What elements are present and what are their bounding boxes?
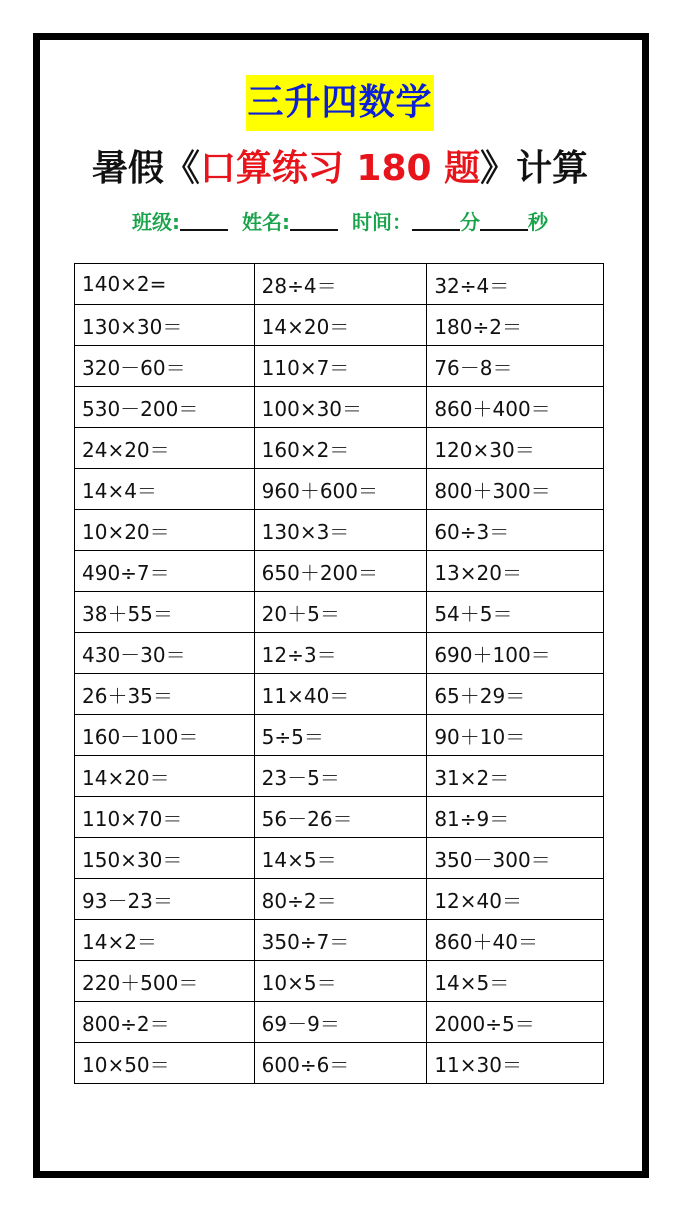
problem-cell: 110×7＝ <box>254 346 427 387</box>
problem-cell: 150×30＝ <box>75 838 255 879</box>
minute-label: 分 <box>460 210 480 234</box>
problem-row <box>75 305 604 346</box>
problem-cell: 69－9＝ <box>254 1002 427 1043</box>
problem-cell: 860＋40＝ <box>427 920 604 961</box>
problem-cell: 10×5＝ <box>254 961 427 1002</box>
problem-row <box>75 797 604 838</box>
problem-cell: 960＋600＝ <box>254 469 427 510</box>
problem-cell: 13×20＝ <box>427 551 604 592</box>
minutes-blank[interactable] <box>412 207 460 231</box>
problem-row <box>75 633 604 674</box>
problem-row <box>75 346 604 387</box>
class-blank[interactable] <box>180 207 228 231</box>
second-label: 秒 <box>528 210 548 234</box>
problem-cell: 160×2＝ <box>254 428 427 469</box>
problem-cell: 320－60＝ <box>75 346 255 387</box>
problem-row <box>75 469 604 510</box>
name-blank[interactable] <box>290 207 338 231</box>
problem-cell: 120×30＝ <box>427 428 604 469</box>
problem-cell: 100×30＝ <box>254 387 427 428</box>
problem-row <box>75 756 604 797</box>
problem-cell: 32÷4＝ <box>427 264 604 305</box>
problem-cell: 14×5＝ <box>427 961 604 1002</box>
problem-cell: 180÷2＝ <box>427 305 604 346</box>
problem-cell: 12÷3＝ <box>254 633 427 674</box>
problem-cell: 54＋5＝ <box>427 592 604 633</box>
problems-table <box>74 263 604 1084</box>
problem-cell: 11×40＝ <box>254 674 427 715</box>
student-info-line <box>0 205 680 239</box>
problem-cell: 81÷9＝ <box>427 797 604 838</box>
problem-cell: 80÷2＝ <box>254 879 427 920</box>
grade-label: 三升四数学 <box>246 75 434 131</box>
problem-row <box>75 592 604 633</box>
title-prefix: 暑假《 <box>91 148 200 189</box>
problem-row <box>75 387 604 428</box>
problem-cell: 14×20＝ <box>75 756 255 797</box>
seconds-blank[interactable] <box>480 207 528 231</box>
problem-cell: 14×20＝ <box>254 305 427 346</box>
problem-cell: 110×70＝ <box>75 797 255 838</box>
problem-cell: 65＋29＝ <box>427 674 604 715</box>
problem-cell: 90＋10＝ <box>427 715 604 756</box>
name-label: 姓名: <box>242 210 290 234</box>
problem-cell: 10×50＝ <box>75 1043 255 1084</box>
problem-cell: 530－200＝ <box>75 387 255 428</box>
problem-cell: 350－300＝ <box>427 838 604 879</box>
problem-row <box>75 510 604 551</box>
problem-cell: 5÷5＝ <box>254 715 427 756</box>
problem-cell: 860＋400＝ <box>427 387 604 428</box>
title-suffix: 》计算 <box>480 148 589 189</box>
problem-row <box>75 674 604 715</box>
problem-cell: 490÷7＝ <box>75 551 255 592</box>
problem-cell: 430－30＝ <box>75 633 255 674</box>
problem-cell: 23－5＝ <box>254 756 427 797</box>
problem-cell: 350÷7＝ <box>254 920 427 961</box>
problem-cell: 130×3＝ <box>254 510 427 551</box>
worksheet-title <box>0 142 680 196</box>
title-highlight: 口算练习 180 题 <box>199 148 481 189</box>
problem-row <box>75 961 604 1002</box>
problem-cell: 160－100＝ <box>75 715 255 756</box>
problem-cell: 76－8＝ <box>427 346 604 387</box>
time-label: 时间： <box>352 210 412 234</box>
class-label: 班级: <box>132 210 180 234</box>
problem-cell: 24×20＝ <box>75 428 255 469</box>
problem-cell: 130×30＝ <box>75 305 255 346</box>
problem-cell: 14×4＝ <box>75 469 255 510</box>
problem-cell: 600÷6＝ <box>254 1043 427 1084</box>
problem-cell: 28÷4＝ <box>254 264 427 305</box>
problem-row <box>75 920 604 961</box>
problem-row <box>75 1043 604 1084</box>
problem-cell: 12×40＝ <box>427 879 604 920</box>
problem-cell: 20＋5＝ <box>254 592 427 633</box>
problem-cell: 56－26＝ <box>254 797 427 838</box>
problem-cell: 10×20＝ <box>75 510 255 551</box>
problem-cell: 800＋300＝ <box>427 469 604 510</box>
problem-row <box>75 879 604 920</box>
problem-cell: 2000÷5＝ <box>427 1002 604 1043</box>
problem-cell: 650＋200＝ <box>254 551 427 592</box>
problem-cell: 140×2= <box>75 264 255 305</box>
problem-row <box>75 838 604 879</box>
problem-row <box>75 715 604 756</box>
problem-cell: 93－23＝ <box>75 879 255 920</box>
problem-cell: 14×2＝ <box>75 920 255 961</box>
problem-row <box>75 428 604 469</box>
problem-row <box>75 551 604 592</box>
problem-row <box>75 264 604 305</box>
problem-cell: 220＋500＝ <box>75 961 255 1002</box>
problem-row <box>75 1002 604 1043</box>
problem-cell: 31×2＝ <box>427 756 604 797</box>
problem-cell: 690＋100＝ <box>427 633 604 674</box>
problem-cell: 11×30＝ <box>427 1043 604 1084</box>
problem-cell: 14×5＝ <box>254 838 427 879</box>
problem-cell: 26＋35＝ <box>75 674 255 715</box>
problem-cell: 38＋55＝ <box>75 592 255 633</box>
problem-cell: 800÷2＝ <box>75 1002 255 1043</box>
problem-cell: 60÷3＝ <box>427 510 604 551</box>
